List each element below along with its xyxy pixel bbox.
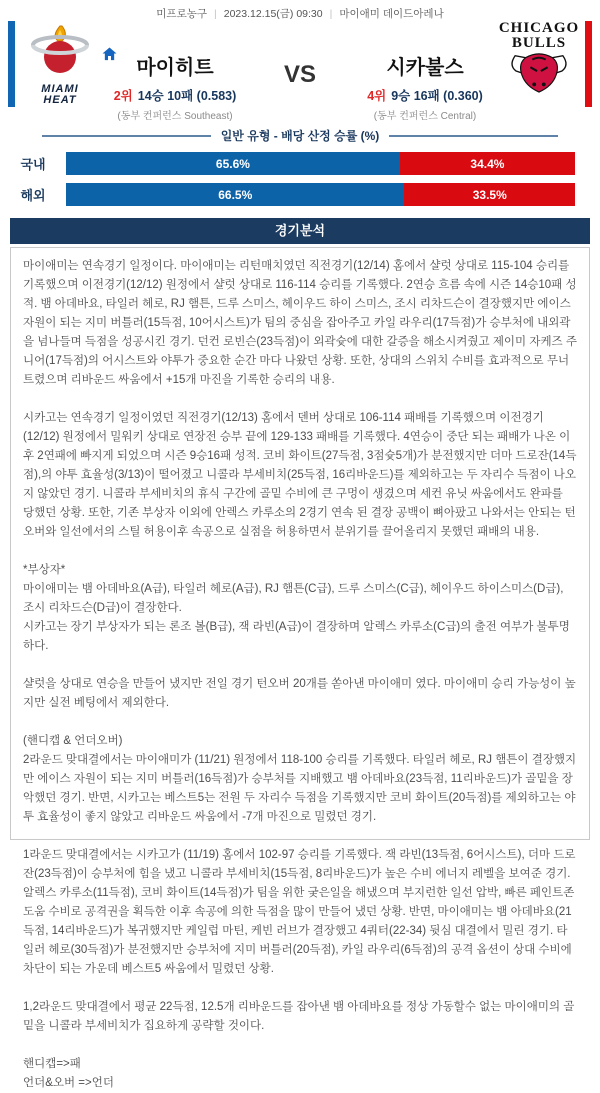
injury-away-line: 시카고는 장기 부상자가 되는 론조 볼(B급), 잭 라빈(A급)이 결장하며 알렉스 카루소(C급)의 출전 여부가 불투명 하다.	[23, 621, 570, 652]
away-team-conference: (동부 컨퍼런스 Central)	[373, 111, 477, 122]
odds-section-title: 일반 유형 - 배당 산정 승률 (%)	[220, 129, 380, 143]
injury-home-line: 마이애미는 뱀 아데바요(A급), 타일러 헤로(A급), RJ 햄튼(C급), 드루 스미스(C급), 헤이우드 하이스미스(D급), 조시 리차드슨(D급)이 결장한다.	[23, 583, 564, 614]
away-color-strip	[585, 21, 592, 107]
away-winrate-segment: 34.4%	[400, 152, 575, 175]
home-color-strip	[8, 21, 15, 107]
away-team-name: 시카불스	[386, 57, 464, 79]
title-rule-left	[42, 135, 211, 137]
home-team-logo[interactable]	[22, 25, 98, 106]
away-team-record	[355, 86, 495, 104]
analysis-paragraph: 1라운드 맞대결에서는 시카고가 (11/19) 홈에서 102-97 승리를 기록했다. 잭 라빈(13득점, 6어시스트), 더마 드로잔(23득점)이 승부처에 힘을 냈고 니콜라 부세비치(15득점, 8리바운드)가 높은 수비 에너지 레벨을 보여준 경기. 알렉스 카루소(11득점), 코비 화이트(14득점)가 팀을 위한 궂은일을 해냈으며 부지런한 일선 압박, 빠른 페인트존 도움 수비로 공격권을 획득한 이후 속공에 의한 득점을 많이 만들어 냈던 상황. 반면, 마이애미는 뱀 아데바요(21득점, 14리바운드)가 복귀했지만 케일럽 마틴, 케빈 러브가 결장했고 4쿼터(22-34) 뒷심 대결에서 밀린 경기. 타일러 헤로(30득점)가 분전했지만 승부처에 지미 버틀러(20득점), 카일 라우리(6득점)의 공격 옵션이 상대 수비에 차단이 되는 가운데 베스트5 싸움에서 밀렸던 상황.	[23, 849, 576, 975]
home-logo-wordmark: HEAT	[43, 94, 77, 106]
vs-label: VS	[283, 61, 316, 88]
chicago-bulls-logo-icon	[508, 51, 570, 93]
home-team-conference: (동부 컨퍼런스 Southeast)	[117, 111, 233, 122]
home-winrate-segment: 65.6%	[66, 152, 400, 175]
analysis-paragraph: 마이애미는 연속경기 일정이다. 마이애미는 리턴매치였던 직전경기(12/14) 홈에서 샬럿 상대로 115-104 승리를 기록했으며 이전경기(12/12) 원정에서 샬럿 상대로 116-114 승리를 기록했다. 2연승 흐름 속에 시즌 14승10패 성적. 뱀 아데바요, 타일러 헤로, RJ 햄튼, 드루 스미스, 헤이우드 하이 스미스, 조시 리차드슨이 결장했지만 에이스 자원이 되는 지미 버틀러(15득점, 10어시스트)가 팀의 중심을 잡아주고 카일 라우리(17득점)가 승부처에 내외곽을 넘나들며 득점을 성공시킨 경기. 던컨 로빈슨(23득점)이 외곽슛에 대한 갈증을 해소시켜줬고 제이미 자케즈 주니어(17득점)의 어시스트와 야투가 중요한 순간 마다 나왔던 상황. 또한, 상대의 스위치 수비를 효과적으로 무너트렸으며 리바운드 싸움에서 +15개 마진을 기록한 승리의 내용.	[23, 260, 577, 386]
analysis-paragraph: 샬럿을 상대로 연승을 만들어 냈지만 전일 경기 턴오버 20개를 쏟아낸 마이애미 였다. 마이애미 승리 가능성이 높지만 실전 베팅에서 제외한다.	[23, 678, 576, 709]
injury-section-title: *부상자*	[23, 564, 66, 576]
odds-row-domestic	[0, 152, 575, 175]
match-header	[0, 20, 600, 122]
analysis-text-box	[10, 247, 590, 1089]
league-label: 미프로농구	[156, 8, 207, 20]
meta-separator: |	[329, 8, 333, 20]
analysis-section-header: 경기분석	[10, 218, 590, 244]
home-team-winloss: 14승 10패 (0.583)	[137, 89, 237, 103]
away-team-logo[interactable]	[496, 21, 582, 98]
analysis-paragraph: 시카고는 연속경기 일정이였던 직전경기(12/13) 홈에서 덴버 상대로 106-114 패배를 기록했으며 이전경기(12/12) 원정에서 밀워키 상대로 연장전 승부 끝에 129-133 패배를 기록했다. 4연승이 중단 되는 패배가 나온 이후 2연패에 빠지게 되었으며 시즌 9승16패 성적. 코비 화이트(27득점, 3점슛5개)가 분전했지만 더마 드로잔(14득점),의 야투 효율성(3/13)이 떨어졌고 니콜라 부세비치(25득점, 16리바운드)를 제외하고는 두 자리수 득점이 나오지 않았던 경기. 니콜라 부세비치의 휴식 구간에 골밑 수비에 큰 구멍이 생겼으며 세컨 유닛 싸움에서도 완파를 당했던 상황. 또한, 기존 부상자 이외에 안렉스 카루소의 2경기 연속 된 결장 공백이 뼈아팠고 나와서는 안되는 턴오버와 일선에서의 스틸 허용이후 속공으로 실점을 허용하면서 분위기를 끌어올리지 못했던 패배의 내용.	[23, 412, 577, 538]
miami-heat-logo-icon	[25, 25, 95, 79]
title-rule-right	[389, 135, 558, 137]
away-logo-wordmark: CHICAGO	[498, 20, 580, 36]
away-team-block	[355, 51, 495, 122]
handicap-section-title: (핸디캡 & 언더오버)	[23, 735, 123, 747]
away-team-winloss: 9승 16패 (0.360)	[391, 89, 483, 103]
home-team-block	[105, 51, 245, 122]
odds-section-title-row	[42, 127, 558, 144]
away-team-rank: 4위	[367, 89, 387, 103]
home-team-record	[105, 86, 245, 104]
home-team-name: 마이히트	[136, 57, 214, 79]
home-team-rank: 2위	[113, 89, 133, 103]
match-datetime: 2023.12.15(금) 09:30	[223, 8, 323, 20]
away-logo-wordmark: BULLS	[511, 35, 567, 51]
odds-row-overseas	[0, 183, 575, 206]
home-winrate-segment: 66.5%	[66, 183, 404, 206]
underover-pick-line: 언더&오버 =>언더	[23, 1077, 114, 1089]
odds-row-label: 해외	[20, 188, 46, 203]
winrate-bar	[66, 183, 575, 206]
analysis-paragraph: 2라운드 맞대결에서는 마이애미가 (11/21) 원정에서 118-100 승리를 기록했다. 타일러 헤로, RJ 햄튼이 결장했지만 에이스 자원이 되는 지미 버틀러(16득점)가 승부처를 지배했고 뱀 아데바요(23득점, 11리바운드)가 골밑을 장악했던 경기. 반면, 시카고는 베스트5는 전원 두 자리수 득점을 기록했지만 코비 화이트(20득점)를 제외하고는 야투 효율성이 좋지 않았고 리바운드 싸움에서 -7개 마진으로 밀렸던 경기.	[23, 754, 577, 823]
analysis-paragraph: 1,2라운드 맞대결에서 평균 22득점, 12.5개 리바운드를 잡아낸 뱀 아데바요를 정상 가동할수 없는 마이애미의 골밑을 니콜라 부세비치가 집요하게 공략할 것이다.	[23, 1001, 575, 1032]
away-winrate-segment: 33.5%	[404, 183, 575, 206]
winrate-bar	[66, 152, 575, 175]
odds-row-label: 국내	[20, 157, 46, 172]
meta-separator: |	[214, 8, 217, 20]
venue-label: 마이애미 데이드아레나	[339, 8, 444, 20]
home-logo-wordmark: MIAMI	[41, 83, 79, 95]
match-meta	[0, 0, 600, 21]
handicap-pick-line: 핸디캡=>패	[23, 1058, 81, 1070]
